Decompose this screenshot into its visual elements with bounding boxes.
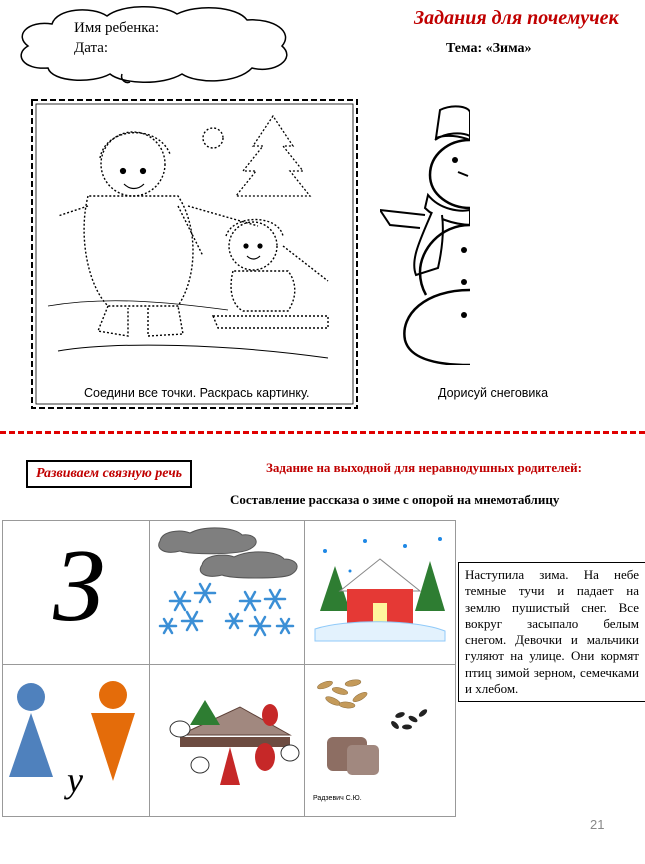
name-cloud (12, 4, 297, 86)
page-number: 21 (590, 817, 605, 832)
connect-dots-picture (28, 96, 361, 412)
section-divider (0, 431, 645, 434)
date-label: Дата: (74, 40, 109, 56)
speech-development-label: Развиваем связную речь (26, 460, 192, 488)
bird-feeder-icon (150, 665, 304, 811)
clouds-snow-icon (150, 521, 304, 659)
mnemo-cell-children (3, 665, 150, 817)
snowman-caption: Дорисуй снеговика (438, 386, 549, 400)
mnemo-cell-winter-house (305, 521, 456, 665)
letter-z: З (53, 528, 105, 643)
mnemo-cell-letter (3, 521, 150, 665)
mnemo-cell-clouds-snow (150, 521, 305, 665)
page-title: Задания для почемучек (414, 7, 619, 29)
cloud-shape (12, 4, 297, 86)
author-credit: Радзевич С.Ю. (313, 795, 362, 802)
theme-title: Тема: «Зима» (446, 41, 532, 56)
mnemo-table (2, 520, 456, 817)
connect-dots-caption: Соедини все точки. Раскрась картинку. (84, 386, 310, 400)
mnemo-cell-food (305, 665, 456, 817)
letter-u: у (67, 760, 83, 800)
child-name-label: Имя ребенка: (74, 20, 160, 36)
story-text: Наступила зима. На небе темные тучи и падает на землю пушистый снег. Все вокруг засыпало белым снегом. Девочки и мальчики гуляют на улице. Они кормят птиц зимой зерном, семечками и хлебом. (458, 562, 645, 702)
winter-house-icon (305, 521, 455, 659)
mnemotable-subtitle: Составление рассказа о зиме с опорой на мнемотаблицу (230, 492, 560, 507)
mnemo-cell-bird-feeder (150, 665, 305, 817)
snowman-picture (380, 100, 470, 365)
grain-seeds-bread-icon (305, 665, 455, 811)
weekend-task-title: Задание на выходной для неравнодушных родителей: (266, 460, 582, 475)
